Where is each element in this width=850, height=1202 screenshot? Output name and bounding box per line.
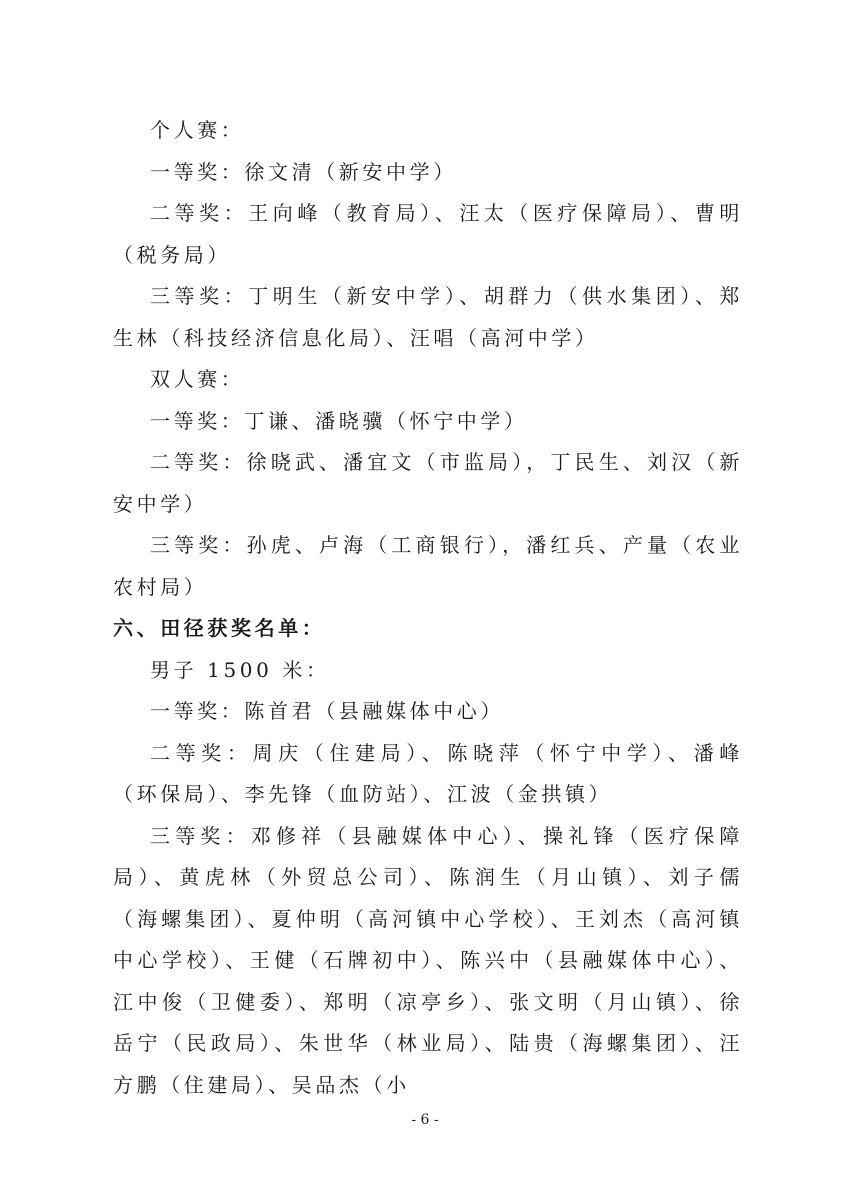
award-first-1500m: 一等奖：陈首君（县融媒体中心） [150, 699, 504, 723]
page-number: - 6 - [411, 1112, 439, 1128]
award-second-1500m: 二等奖：周庆（住建局）、陈晓萍（怀宁中学）、潘峰（环保局）、李先锋（血防站）、江波（金拱镇） [113, 740, 743, 806]
award-first-doubles: 一等奖：丁谦、潘晓骥（怀宁中学） [150, 408, 528, 433]
document-body [113, 110, 743, 1106]
award-third-doubles: 三等奖：孙虎、卢海（工商银行），潘红兵、产量（农业农村局） [113, 533, 743, 599]
award-third-individual: 三等奖：丁明生（新安中学）、胡群力（供水集团）、郑生林（科技经济信息化局）、汪唱（高河中学） [113, 284, 743, 350]
section-heading-track-field: 六、田径获奖名单： [113, 616, 326, 640]
event-label-men-1500m: 男子 1500 米： [150, 657, 330, 682]
section-label-doubles: 双人赛： [150, 367, 245, 391]
award-second-individual: 二等奖：王向峰（教育局）、汪太（医疗保障局）、曹明（税务局） [113, 201, 743, 267]
award-first-individual: 一等奖：徐文清（新安中学） [150, 159, 457, 184]
award-second-doubles: 二等奖：徐晓武、潘宜文（市监局），丁民生、刘汉（新安中学） [113, 450, 743, 516]
section-label-individual: 个人赛： [150, 118, 245, 142]
award-third-1500m: 三等奖：邓修祥（县融媒体中心）、操礼锋（医疗保障局）、黄虎林（外贸总公司）、陈润生（月山镇）、刘子儒（海螺集团）、夏仲明（高河镇中心学校）、王刘杰（高河镇中心学校）、王健（石牌初中）、陈兴中（县融媒体中心）、江中俊（卫健委）、郑明（凉亭乡）、张文明（月山镇）、徐岳宁（民政局）、朱世华（林业局）、陆贵（海螺集团）、汪方鹏（住建局）、吴品杰（小 [113, 823, 743, 1097]
